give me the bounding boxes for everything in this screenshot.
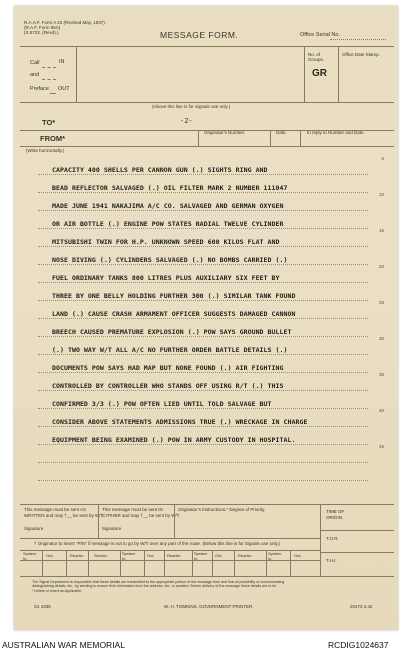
preface-label: Preface <box>30 86 49 92</box>
message-line: FUEL ORDINARY TANKS 800 LITRES PLUS AUXILIARY SIX FEET BY <box>52 274 280 282</box>
table-header: Out. <box>215 553 223 558</box>
table-header: Reader. <box>238 553 253 558</box>
message-line: OR AIR BOTTLE (.) ENGINE POW STATES RADIAL TWELVE CYLINDER <box>52 220 284 228</box>
line-number: 40 <box>378 408 384 413</box>
form-title: MESSAGE FORM. <box>160 30 239 40</box>
table-header: Out. <box>147 553 155 558</box>
signature-label: Signature <box>24 526 44 531</box>
write-horizontally-note: (Write horizontally.) <box>26 148 65 153</box>
line-number: 25 <box>378 300 384 305</box>
page-marker: -2- <box>180 117 193 125</box>
message-line: MADE JUNE 1941 NAKAJIMA A/C CO. SALVAGED AND GERMAN OXYGEN <box>52 202 284 210</box>
office-date-stamp-label: Office Date Stamp. <box>342 52 380 57</box>
in-label: IN <box>59 59 65 65</box>
message-line: LAND (.) CAUSE CRASH ARMAMENT OFFICER SUGGESTS DAMAGED CANNON <box>52 310 296 318</box>
signature-label: Signature <box>102 526 122 531</box>
message-line: EQUIPMENT BEING EXAMINED (.) POW IN ARMY CUSTODY IN HOSPITAL. <box>52 436 296 444</box>
written-and-sent-note: This message must be sent AS WRITTEN and may †__ be sent by W/T <box>24 507 104 518</box>
message-line: CAPACITY 400 SHELLS PER CANNON GUN (.) SIGHTS RING AND <box>52 166 268 174</box>
tor-label: T.O.R. <box>326 536 339 541</box>
originators-instructions-label: Originator's Instructions.* Degree of Priority. <box>178 507 266 512</box>
message-line: THREE BY ONE BELLY HOLDING FURTHER 300 (.) SIMILAR TANK FOUND <box>52 292 296 300</box>
message-line: NOSE DIVING (.) CYLINDERS SALVAGED (.) NO BOMBS CARRIED (.) <box>52 256 288 264</box>
call-label: Call <box>30 60 40 66</box>
out-label: OUT <box>58 86 70 92</box>
time-of-origin-label: TIME OF ORIGIN. <box>326 509 345 520</box>
form-right-code: 20473 4.42 <box>350 604 373 609</box>
message-line: CONTROLLED BY CONTROLLER WHO STANDS OFF USING R/T (.) THIS <box>52 382 284 390</box>
printer-line: W. H. TOMKINS, GOVERNMENT PRINTER. <box>164 604 254 609</box>
priority-note: † Originator to insert "P/N" if message is not to go by W/T over any part of the route. (Below this line is for Signals use only.) <box>34 541 281 546</box>
table-header: Sender. <box>94 553 108 558</box>
line-number: 45 <box>378 444 384 449</box>
message-line: DOCUMENTS POW SAYS HAD MAP BUT NONE FOUND (.) AIR FIGHTING <box>52 364 284 372</box>
and-label: and <box>30 72 40 78</box>
table-header: System In. <box>23 551 37 561</box>
thi-label: T.H.I. <box>326 558 337 563</box>
in-reply-label: In reply to Number and Date. <box>307 130 365 135</box>
cypher-note: This message must be sent IN CYPHER and may †__ be sent by W/T <box>102 507 180 518</box>
table-header: Reader. <box>70 553 85 558</box>
line-number: 5 <box>381 156 384 161</box>
line-number: 30 <box>378 336 384 341</box>
table-header: System In. <box>194 551 208 561</box>
originators-number-label: Originator's Number. <box>204 130 246 135</box>
message-line: CONFIRMED 3/3 (.) POW OFTEN LIED UNTIL TOLD SALVAGE BUT <box>52 400 272 408</box>
archive-credit: AUSTRALIAN WAR MEMORIAL <box>2 640 125 650</box>
to-label: TO* <box>42 118 56 127</box>
message-line: MITSUBISHI TWIN FOR H.P. UNKNOWN SPEED 600 KILOS FLAT AND <box>52 238 280 246</box>
date-label: Date. <box>276 130 287 135</box>
message-line: CONSIDER ABOVE STATEMENTS ADMISSIONS TRUE (.) WRECKAGE IN CHARGE <box>52 418 308 426</box>
no-of-groups-label: No. of Groups. <box>308 52 325 62</box>
table-header: System In. <box>122 551 136 561</box>
office-serial-label: Office Serial No. <box>300 32 340 38</box>
table-header: Out. <box>46 553 54 558</box>
line-number: 20 <box>378 264 384 269</box>
line-number: 15 <box>378 228 384 233</box>
table-header: System In. <box>268 551 282 561</box>
table-header: Reader. <box>167 553 182 558</box>
from-label: FROM* <box>40 134 65 143</box>
line-number: 10 <box>378 192 384 197</box>
form-code: R.A.A.F. Form A 23 (Revised May, 1937). (R.A.F. Form 96A) (S.5723. (Revd).) <box>24 20 106 35</box>
archive-id: RCDIG1024637 <box>328 640 389 650</box>
message-form-sheet <box>14 6 398 630</box>
form-number: S1 4335 <box>34 604 51 609</box>
message-line: BEAD REFLECTOR SALVAGED (.) OIL FILTER MARK 2 NUMBER 111047 <box>52 184 288 192</box>
table-header: Out. <box>294 553 302 558</box>
message-line: BREECH CAUSED PREMATURE EXPLOSION (.) POW SAYS GROUND BULLET <box>52 328 292 336</box>
fine-print: The Signal Department is responsible that these details are transmitted to the appropriate portion of the message form and that all possibility of communicating distinguishing details, etc., by sending to ensure their elimination from the address, etc., is avoided. Before delivery of the message these details are to be * Delete or Insert as Applicable. <box>32 580 285 593</box>
groups-value: GR <box>312 68 327 79</box>
message-line: (.) TWO WAY W/T ALL A/C NO FURTHER ORDER BATTLE DETAILS (.) <box>52 346 288 354</box>
above-line-note: (Above this line is for Signals use only.) <box>152 104 231 109</box>
line-number: 35 <box>378 372 384 377</box>
